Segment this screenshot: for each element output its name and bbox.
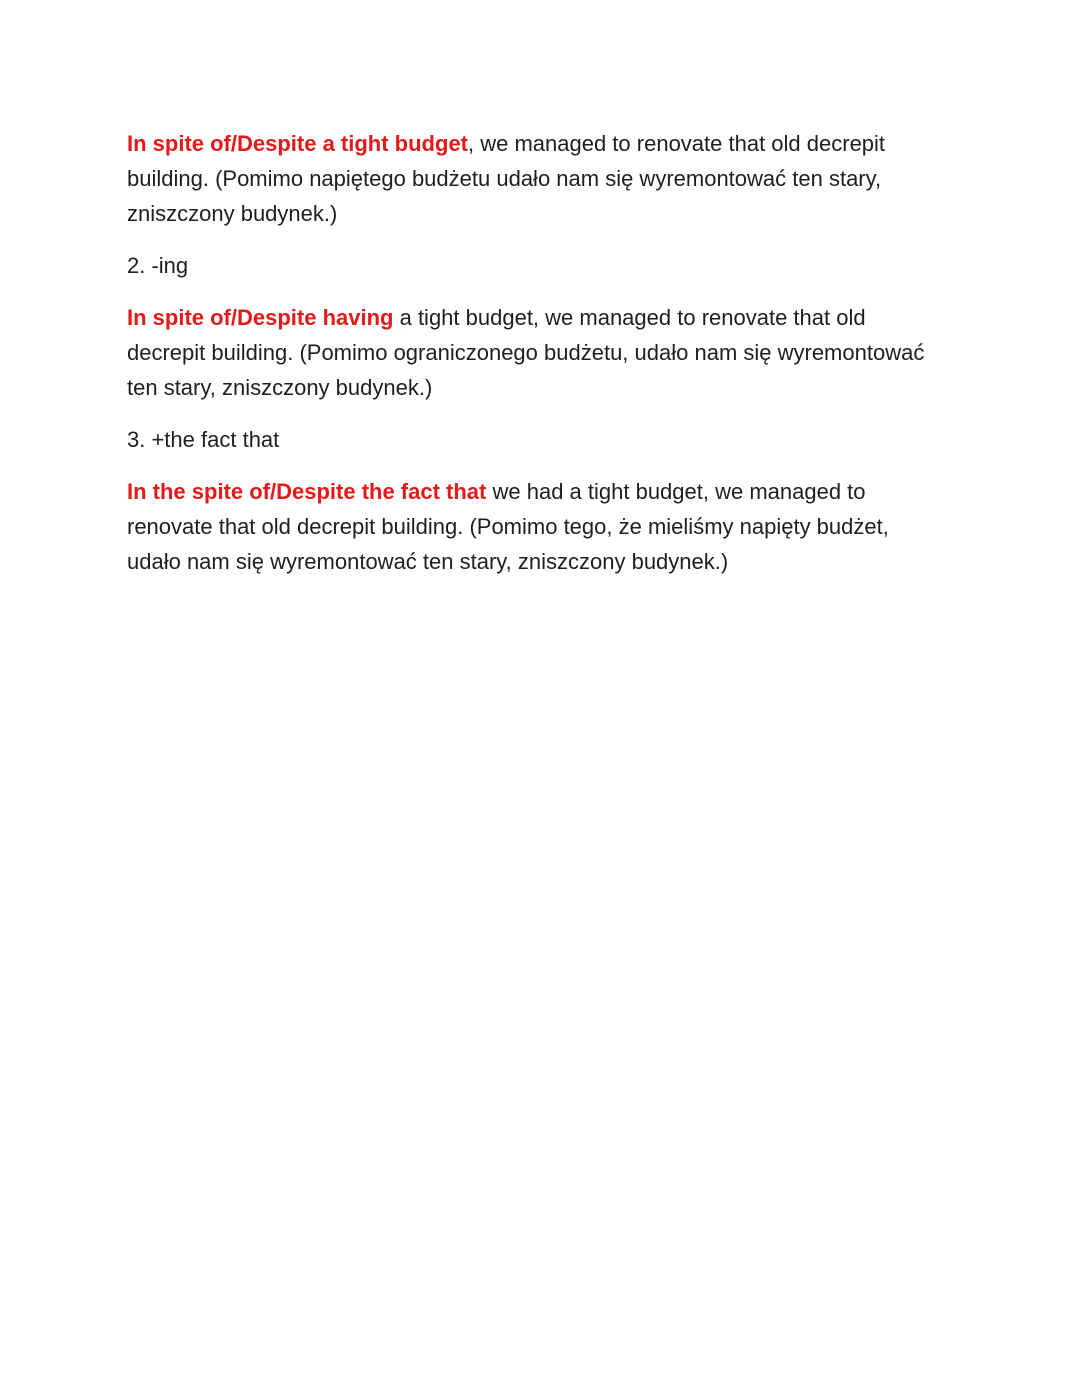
highlighted-phrase: In the spite of/Despite the fact that xyxy=(127,479,487,504)
example-paragraph-3 xyxy=(127,474,937,579)
sentence-text: we had a tight budget, we managed to renovate that old decrepit building. (Pomimo tego, że mieliśmy napięty budżet, udało nam się wyremontować ten stary, zniszczony budynek.) xyxy=(127,479,889,574)
highlighted-phrase: In spite of/Despite having xyxy=(127,305,394,330)
example-paragraph-1 xyxy=(127,126,937,231)
section-heading-3: 3. +the fact that xyxy=(127,427,280,452)
example-paragraph-2 xyxy=(127,300,937,405)
sentence-text: , we managed to renovate that old decrepit building. (Pomimo napiętego budżetu udało nam się wyremontować ten stary, zniszczony budynek.) xyxy=(127,131,886,226)
sentence-text: a tight budget, we managed to renovate that old decrepit building. (Pomimo ograniczonego budżetu, udało nam się wyremontować ten stary, zniszczony budynek.) xyxy=(127,305,925,400)
highlighted-phrase: In spite of/Despite a tight budget xyxy=(127,131,468,156)
document-body xyxy=(127,126,937,596)
section-heading-2: 2. -ing xyxy=(127,253,189,278)
